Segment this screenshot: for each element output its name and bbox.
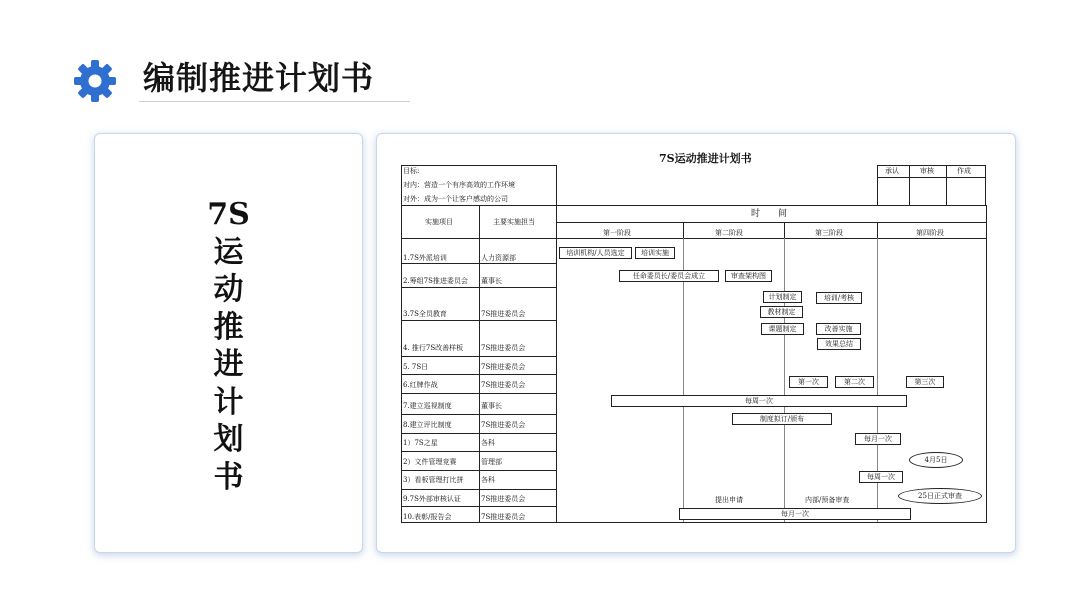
col-divider-owner	[556, 205, 557, 523]
row-sep	[401, 451, 556, 452]
row-sep	[401, 287, 556, 288]
plan-title: 7S运动推进计划书	[659, 152, 752, 165]
row-sep	[401, 470, 556, 471]
phase-3: 第三阶段	[815, 229, 843, 237]
row-sep	[401, 238, 556, 239]
row-sep	[401, 433, 556, 434]
row-item: 2）文件管理竞赛	[403, 458, 457, 466]
schedule-bar: 课题制定	[761, 323, 804, 335]
vertical-title-char: 划	[213, 422, 244, 457]
schedule-bar: 每月一次	[855, 433, 901, 445]
row-sep	[401, 320, 556, 321]
milestone-oval: 4月5日	[909, 452, 963, 468]
schedule-bar: 教材制定	[760, 306, 803, 318]
approval-mid	[877, 177, 985, 178]
row-item: 2.筹组7S推进委员会	[403, 277, 468, 285]
row-owner: 7S推进委员会	[481, 381, 526, 389]
goals-top-border	[401, 165, 556, 166]
col-owner-header: 主要实施担当	[493, 218, 535, 226]
row-owner: 7S推进委员会	[481, 363, 526, 371]
grid-right	[986, 205, 987, 523]
row-item: 3）看板管理打比拼	[403, 476, 464, 484]
approval-div2	[946, 165, 947, 205]
phase-1: 第一阶段	[603, 229, 631, 237]
row-item: 10.表彰/报告会	[403, 513, 452, 521]
gear-icon	[72, 58, 118, 104]
row-owner: 各科	[481, 439, 495, 447]
row-sep	[401, 489, 556, 490]
row-sep	[401, 356, 556, 357]
goals-inner: 对内：营造一个有序高效的工作环境	[403, 181, 515, 189]
schedule-bar: 第三次	[906, 376, 944, 388]
row-item: 8.建立评比制度	[403, 421, 452, 429]
schedule-bar: 每周一次	[611, 395, 907, 407]
time-divider	[556, 222, 987, 223]
approval-div1	[909, 165, 910, 205]
schedule-bar: 第一次	[789, 376, 828, 388]
row-item: 9.7S外部审核认证	[403, 495, 461, 503]
vertical-title-char: 动	[213, 272, 244, 307]
row-owner: 管理部	[481, 458, 502, 466]
goals-label: 目标:	[403, 167, 420, 175]
row-item: 5. 7S日	[403, 363, 429, 371]
col-divider-item	[479, 205, 480, 523]
approval-top	[877, 165, 985, 166]
page-title: 编制推进计划书	[143, 59, 375, 97]
schedule-bar: 培训机构/人员选定	[559, 247, 632, 259]
vertical-title-char: 进	[213, 347, 244, 382]
row-item: 6.红牌作战	[403, 381, 438, 389]
schedule-bar: 改善实施	[816, 323, 861, 335]
phase-4: 第四阶段	[916, 229, 944, 237]
goals-right-border	[556, 165, 557, 205]
row-sep	[401, 263, 556, 264]
phase-line2	[784, 238, 785, 522]
schedule-note: 提出申请	[715, 496, 743, 504]
row-item: 4. 推行7S改善样板	[403, 344, 464, 352]
row-sep	[401, 393, 556, 394]
row-owner: 董事长	[481, 402, 502, 410]
row-owner: 人力资源部	[481, 254, 516, 262]
vertical-title-char: 推	[213, 309, 244, 345]
row-owner: 7S推进委员会	[481, 344, 526, 352]
row-owner: 董事长	[481, 277, 502, 285]
schedule-bar: 第二次	[835, 376, 874, 388]
phase-sep2	[784, 222, 785, 238]
vertical-title-char: 7S	[207, 197, 250, 232]
schedule-note: 内部/预备审查	[805, 496, 850, 504]
approval-left	[877, 165, 878, 205]
phase-sep1	[683, 222, 684, 238]
title-card	[94, 133, 363, 553]
row-item: 7.建立巡视制度	[403, 402, 452, 410]
schedule-bar: 培训/考核	[816, 292, 862, 304]
grid-bottom	[401, 522, 987, 523]
approval-approve: 承认	[885, 167, 899, 175]
milestone-oval: 25日正式审查	[898, 488, 982, 504]
schedule-bar: 效果总结	[817, 338, 861, 350]
col-item-header: 实施项目	[425, 218, 453, 226]
title-underline	[139, 101, 410, 102]
grid-top	[401, 205, 987, 206]
schedule-bar: 任命委员长/委员会成立	[619, 270, 719, 282]
approval-review: 审核	[920, 167, 934, 175]
row-owner: 7S推进委员会	[481, 310, 526, 318]
goals-outer: 对外：成为一个让客户感动的公司	[403, 195, 508, 203]
schedule-bar: 审查架构图	[725, 270, 772, 282]
schedule-bar: 每周一次	[859, 471, 903, 483]
row-owner: 7S推进委员会	[481, 421, 526, 429]
phase-sep3	[877, 222, 878, 238]
row-item: 3.7S全员教育	[403, 310, 447, 318]
vertical-title	[95, 196, 362, 496]
schedule-bar: 每月一次	[679, 508, 911, 520]
row-sep	[401, 374, 556, 375]
row-sep	[401, 414, 556, 415]
vertical-title-char: 计	[213, 384, 244, 420]
row-owner: 7S推进委员会	[481, 513, 526, 521]
schedule-bar: 计划制定	[763, 291, 802, 303]
row-owner: 各科	[481, 476, 495, 484]
approval-right	[985, 165, 986, 205]
vertical-title-char: 运	[213, 234, 244, 270]
phase-2: 第二阶段	[715, 229, 743, 237]
approval-author: 作成	[957, 167, 971, 175]
vertical-title-char: 书	[213, 459, 244, 495]
row-owner: 7S推进委员会	[481, 495, 526, 503]
schedule-bar: 制度拟订/颁布	[732, 413, 832, 425]
row-sep	[401, 506, 556, 507]
row-item: 1.7S外派培训	[403, 254, 447, 262]
schedule-bar: 培训实施	[635, 247, 675, 259]
time-header: 时 间	[751, 209, 788, 219]
plan-document	[401, 150, 987, 525]
phase-divider	[556, 238, 987, 239]
row-item: 1）7S之星	[403, 439, 438, 447]
